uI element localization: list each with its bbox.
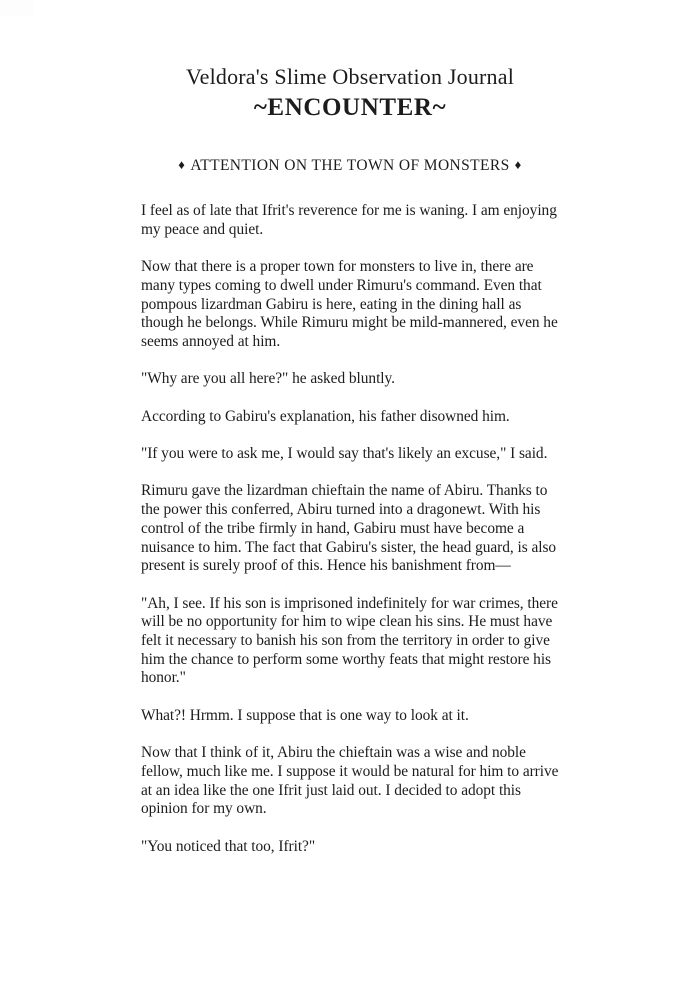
section-heading-text: ATTENTION ON THE TOWN OF MONSTERS xyxy=(190,157,510,174)
paragraph: "If you were to ask me, I would say that's likely an excuse," I said. xyxy=(141,445,548,463)
journal-title: Veldora's Slime Observation Journal xyxy=(185,64,515,89)
journal-subtitle: ~ENCOUNTER~ xyxy=(253,94,447,121)
paragraph: What?! Hrmm. I suppose that is one way to look at it. xyxy=(141,706,469,724)
paragraph: Now that I think of it, Abiru the chieftain was a wise and noble fellow, much like me. I suppose it would be natural for him to arrive at an idea like the one Ifrit just laid out. I decided to adopt this opinion for my own. xyxy=(141,744,559,818)
scan-artifact xyxy=(0,0,33,16)
paragraph: "Why are you all here?" he asked bluntly. xyxy=(141,370,395,388)
diamond-right-icon: ♦ xyxy=(514,157,522,172)
diamond-left-icon: ♦ xyxy=(178,157,186,172)
section-heading xyxy=(0,156,700,176)
journal-body xyxy=(141,202,559,856)
paragraph: Now that there is a proper town for monsters to live in, there are many types coming to dwell under Rimuru's command. Even that pompous lizardman Gabiru is here, eating in the dining hall as though he belongs. While Rimuru might be mild-mannered, even he seems annoyed at him. xyxy=(141,258,558,350)
paragraph: Rimuru gave the lizardman chieftain the name of Abiru. Thanks to the power this conferred, Abiru turned into a dragonewt. With his control of the tribe firmly in hand, Gabiru must have become a nuisance to him. The fact that Gabiru's sister, the head guard, is also present is surely proof of this. Hence his banishment from— xyxy=(141,482,557,575)
paragraph: I feel as of late that Ifrit's reverence for me is waning. I am enjoying my peace and quiet. xyxy=(141,202,557,238)
page-header xyxy=(0,0,700,123)
paragraph: "Ah, I see. If his son is imprisoned indefinitely for war crimes, there will be no opportunity for him to wipe clean his sins. He must have felt it necessary to banish his son from the territory in order to give him the chance to perform some worthy feats that might restore his honor." xyxy=(141,594,558,687)
paragraph: "You noticed that too, Ifrit?" xyxy=(141,837,316,855)
paragraph: According to Gabiru's explanation, his father disowned him. xyxy=(141,407,510,425)
